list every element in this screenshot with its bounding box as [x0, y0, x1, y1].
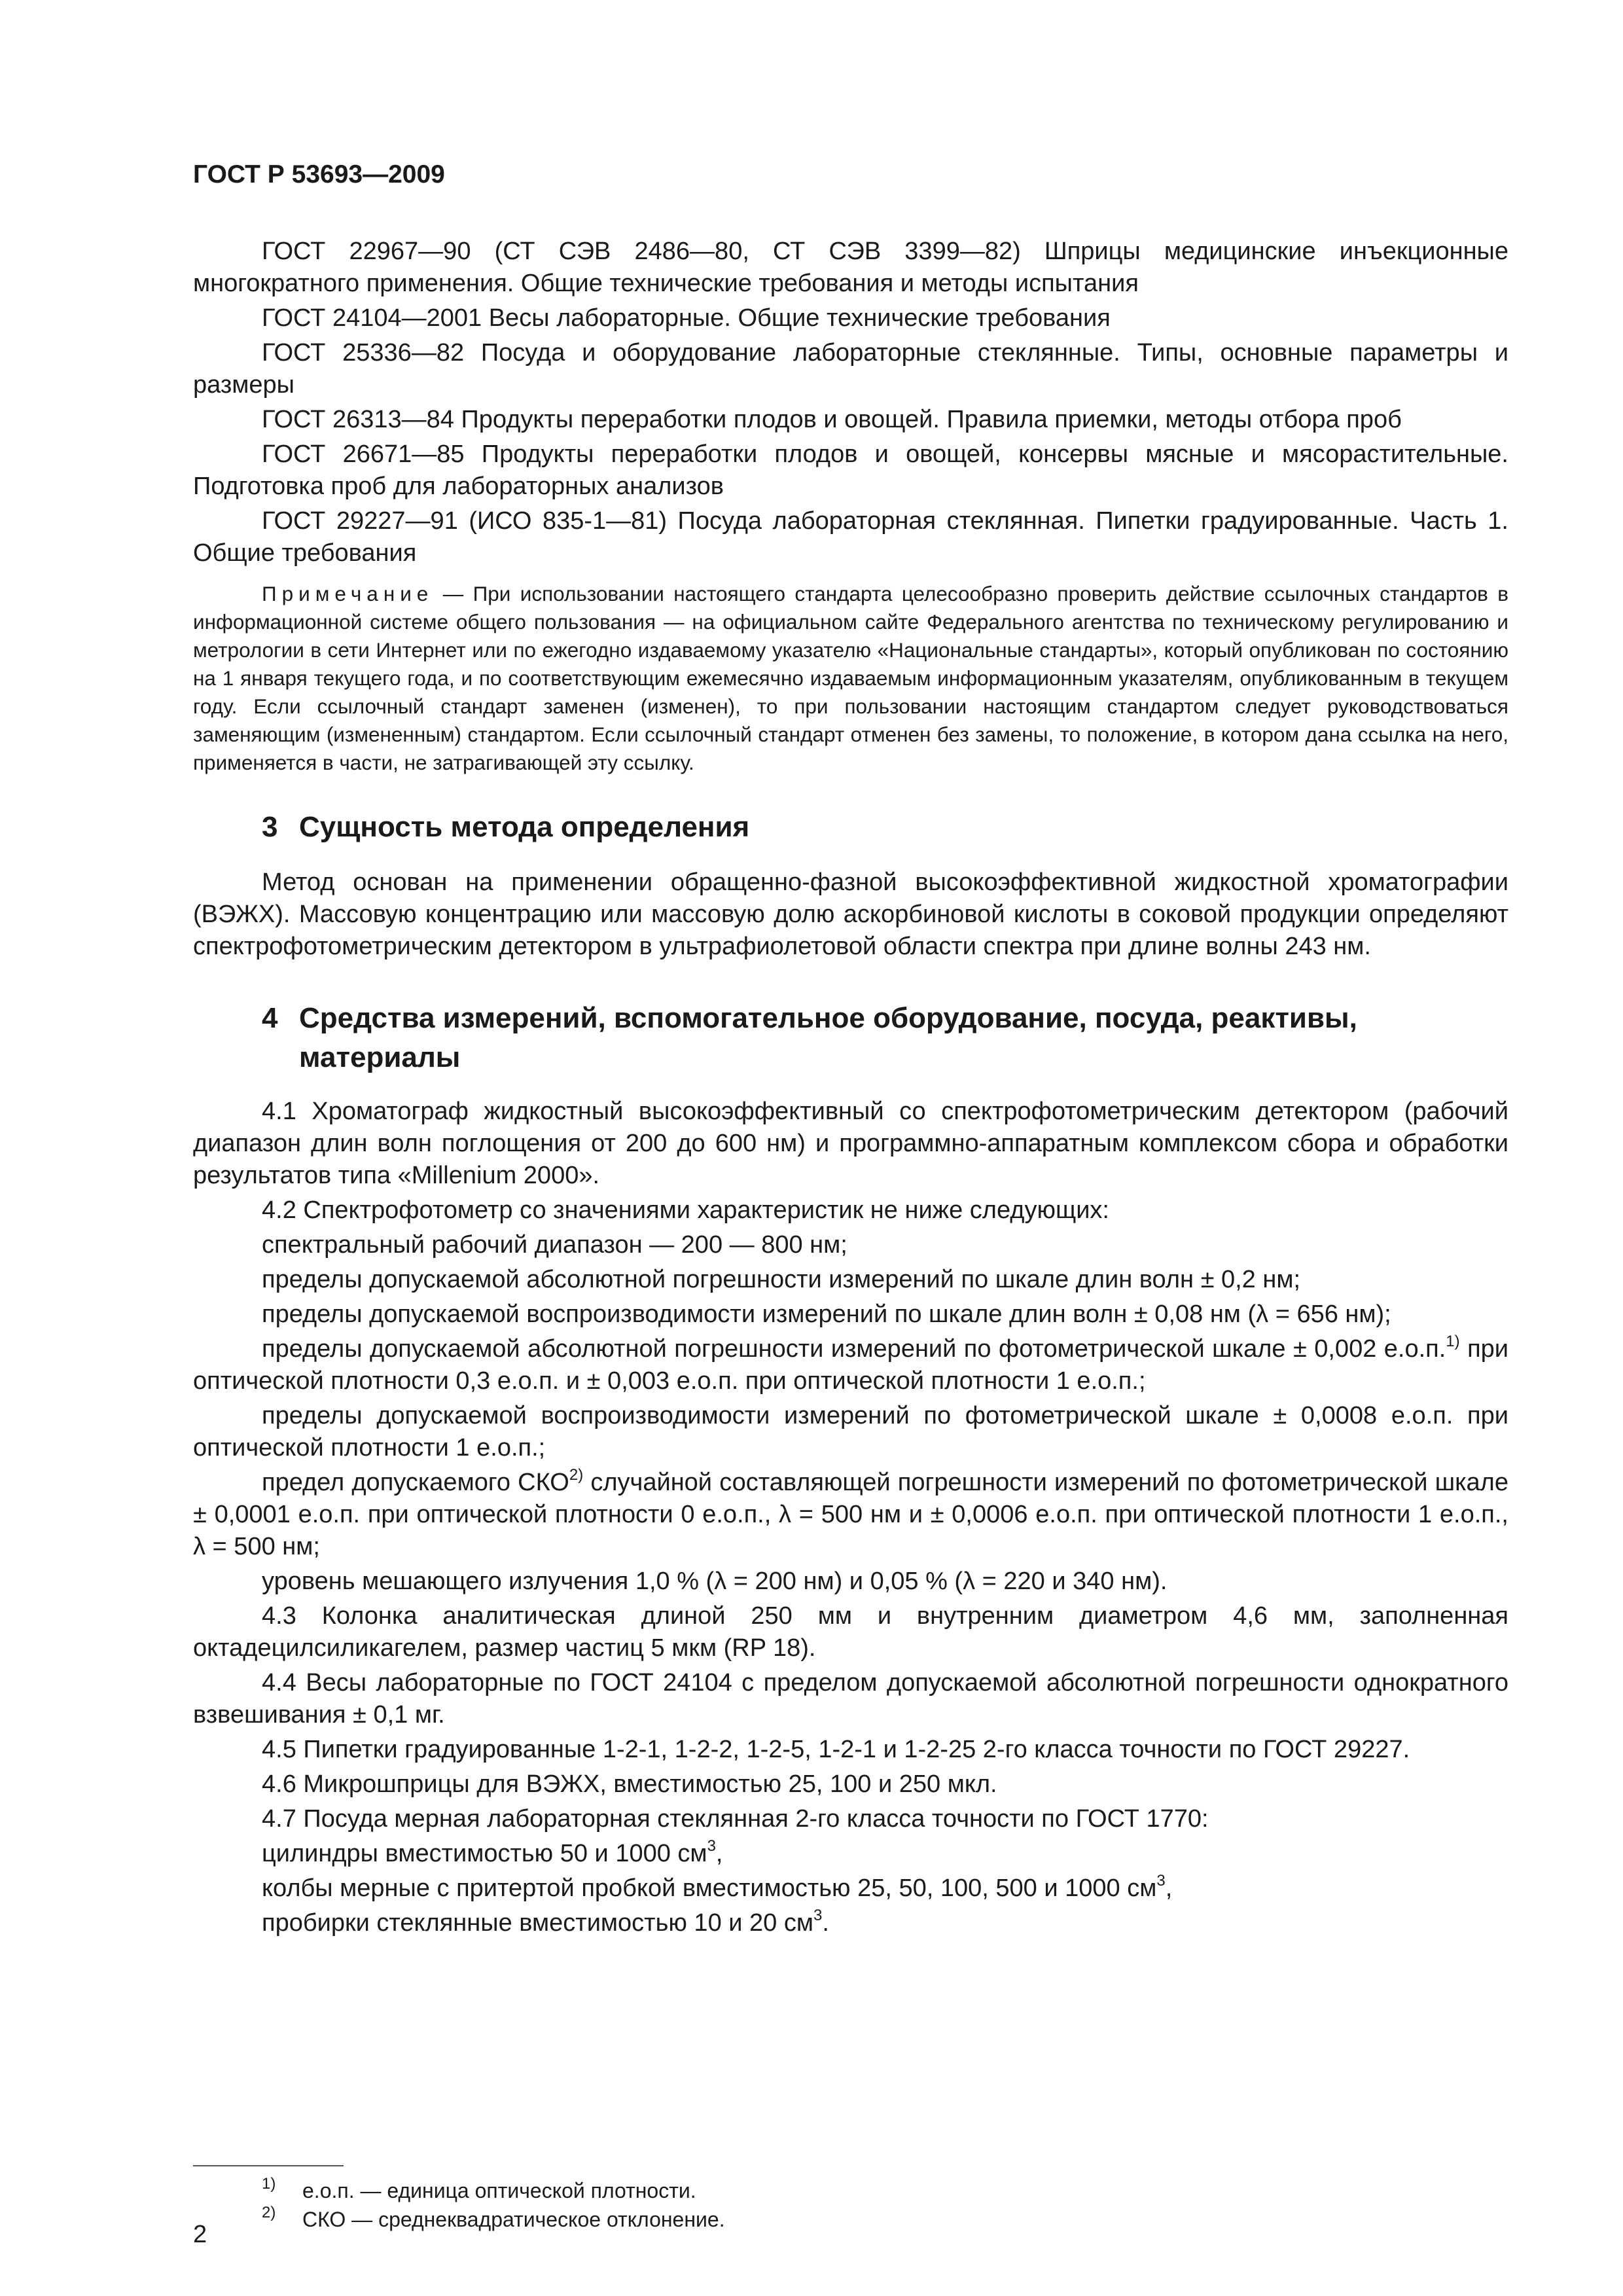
text-part: предел допускаемого СКО [262, 1469, 569, 1496]
note-text: — При использовании настоящего стандарта целесообразно проверить действие ссылочных стандартов в информационной системе общего пользования — на официальном сайте Федерального агентства по техническому регулированию и метрологии в сети Интернет или по ежегодно издаваемому указателю «Национальные стандарты», который опубликован по состоянию на 1 января текущего года, и по соответствующим ежемесячно издаваемым информационным указателям, опубликованным в текущем году. Если ссылочный стандарт заменен (изменен), то при пользовании настоящим стандартом следует руководствоваться заменяющим (измененным) стандартом. Если ссылочный стандарт отменен без замены, то положение, в котором дана ссылка на него, применяется в части, не затрагивающей эту ссылку. [193, 582, 1508, 774]
spec-wavelength-accuracy: пределы допускаемой абсолютной погрешности измерений по шкале длин волн ± 0,2 нм; [262, 1266, 1301, 1293]
item-cylinders [193, 1838, 1508, 1870]
footnotes [262, 2176, 725, 2234]
spec-photometric-accuracy [193, 1333, 1508, 1397]
text-part: , [715, 1840, 723, 1867]
footnote-ref-1[interactable]: 1) [1446, 1333, 1460, 1351]
spec-wavelength-reproducibility: пределы допускаемой воспроизводимости измерений по шкале длин волн ± 0,08 нм (λ = 656 нм); [262, 1300, 1391, 1328]
section-title: Сущность метода определения [299, 811, 750, 843]
footnote-item [262, 2205, 725, 2234]
note-paragraph [193, 580, 1508, 777]
superscript: 3 [707, 1837, 716, 1856]
clause-4-5: 4.5 Пипетки градуированные 1-2-1, 1-2-2, 1-2-5, 1-2-1 и 1-2-25 2-го класса точности по ГОСТ 29227. [262, 1736, 1410, 1763]
footnote-marker: 1) [262, 2175, 276, 2193]
reference-item: ГОСТ 26671—85 Продукты переработки плодов и овощей, консервы мясные и мясорастительные. Подготовка проб для лабораторных анализов [193, 440, 1508, 500]
footnote-mark [262, 2205, 302, 2234]
reference-item: ГОСТ 29227—91 (ИСО 835-1—81) Посуда лабораторная стеклянная. Пипетки градуированные. Часть 1. Общие требования [193, 507, 1508, 567]
section-title: Средства измерений, вспомогательное оборудование, посуда, реактивы, материалы [299, 1002, 1357, 1073]
text-part: случайной составляющей погрешности измерений по фотометрической шкале ± 0,0001 е.о.п. при оптической плотности 0 е.о.п., λ = 500 нм и ± 0,0006 е.о.п. при оптической плотности 1 е.о.п., λ = 500 нм; [193, 1469, 1508, 1560]
footnote-text: СКО — среднеквадратическое отклонение. [302, 2208, 725, 2231]
spec-stray-light: уровень мешающего излучения 1,0 % (λ = 200 нм) и 0,05 % (λ = 220 и 340 нм). [262, 1568, 1168, 1595]
footnote-mark [262, 2176, 302, 2205]
item-flasks [193, 1873, 1508, 1905]
clause-4-7: 4.7 Посуда мерная лабораторная стеклянная 2-го класса точности по ГОСТ 1770: [262, 1805, 1209, 1833]
text-part: при оптической плотности 0,3 е.о.п. и ± 0,003 е.о.п. при оптической плотности 1 е.о.п.; [193, 1335, 1509, 1395]
text-part: пределы допускаемой абсолютной погрешности измерений по фотометрической шкале ± 0,002 е.о.п. [262, 1335, 1446, 1363]
text-part: колбы мерные с притертой пробкой вместимостью 25, 50, 100, 500 и 1000 см [262, 1874, 1157, 1902]
section-4-heading [193, 999, 1508, 1077]
section-3-text: Метод основан на применении обращенно-фазной высокоэффективной жидкостной хроматографии (ВЭЖХ). Массовую концентрацию или массовую долю аскорбиновой кислоты в соковой продукции определяют спектрофотометрическим детектором в ультрафиолетовой области спектра при длине волны 243 нм. [193, 869, 1508, 960]
document-code-header: ГОСТ Р 53693—2009 [193, 160, 445, 188]
text-part: , [1165, 1874, 1173, 1902]
clause-4-4: 4.4 Весы лабораторные по ГОСТ 24104 с пределом допускаемой абсолютной погрешности однократного взвешивания ± 0,1 мг. [193, 1669, 1508, 1729]
footnote-ref-2[interactable]: 2) [569, 1466, 584, 1484]
section-number: 3 [262, 811, 278, 843]
superscript: 3 [813, 1907, 823, 1925]
clause-4-6: 4.6 Микрошприцы для ВЭЖХ, вместимостью 25, 100 и 250 мкл. [262, 1770, 997, 1798]
clause-4-3: 4.3 Колонка аналитическая длиной 250 мм и внутренним диаметром 4,6 мм, заполненная октадецилсиликагелем, размер частиц 5 мкм (RP 18). [193, 1602, 1508, 1662]
spec-photometric-reproducibility: пределы допускаемой воспроизводимости измерений по фотометрической шкале ± 0,0008 е.о.п. при оптической плотности 1 е.о.п.; [193, 1402, 1508, 1462]
item-test-tubes [193, 1907, 1508, 1939]
reference-item: ГОСТ 26313—84 Продукты переработки плодов и овощей. Правила приемки, методы отбора проб [262, 406, 1402, 433]
text-part: цилиндры вместимостью 50 и 1000 см [262, 1840, 707, 1867]
footnote-marker: 2) [262, 2204, 276, 2222]
footnote-text: е.о.п. — единица оптической плотности. [302, 2179, 696, 2202]
note-label: Примечание [262, 582, 434, 605]
reference-item: ГОСТ 25336—82 Посуда и оборудование лабораторные стеклянные. Типы, основные параметры и размеры [193, 339, 1508, 399]
normative-references-list [193, 236, 1508, 569]
page-number: 2 [193, 2221, 207, 2248]
reference-item: ГОСТ 22967—90 (СТ СЭВ 2486—80, СТ СЭВ 3399—82) Шприцы медицинские инъекционные многократного применения. Общие технические требования и методы испытания [193, 238, 1508, 297]
section-number: 4 [262, 1002, 278, 1034]
section-3-heading [193, 808, 1508, 847]
text-part: пробирки стеклянные вместимостью 10 и 20 см [262, 1909, 813, 1937]
superscript: 3 [1156, 1872, 1166, 1890]
spec-spectral-range: спектральный рабочий диапазон — 200 — 800 нм; [262, 1231, 847, 1259]
reference-item: ГОСТ 24104—2001 Весы лабораторные. Общие технические требования [262, 304, 1111, 332]
footnote-item [262, 2176, 725, 2205]
clause-4-1: 4.1 Хроматограф жидкостный высокоэффективный со спектрофотометрическим детектором (рабочий диапазон длин волн поглощения от 200 до 600 нм) и программно-аппаратным комплексом сбора и обработки результатов типа «Millenium 2000». [193, 1098, 1508, 1189]
document-body [193, 236, 1508, 1942]
text-part: . [822, 1909, 829, 1937]
spec-sko [193, 1467, 1508, 1563]
clause-4-2: 4.2 Спектрофотометр со значениями характеристик не ниже следующих: [262, 1196, 1109, 1224]
footnote-separator [193, 2165, 344, 2166]
